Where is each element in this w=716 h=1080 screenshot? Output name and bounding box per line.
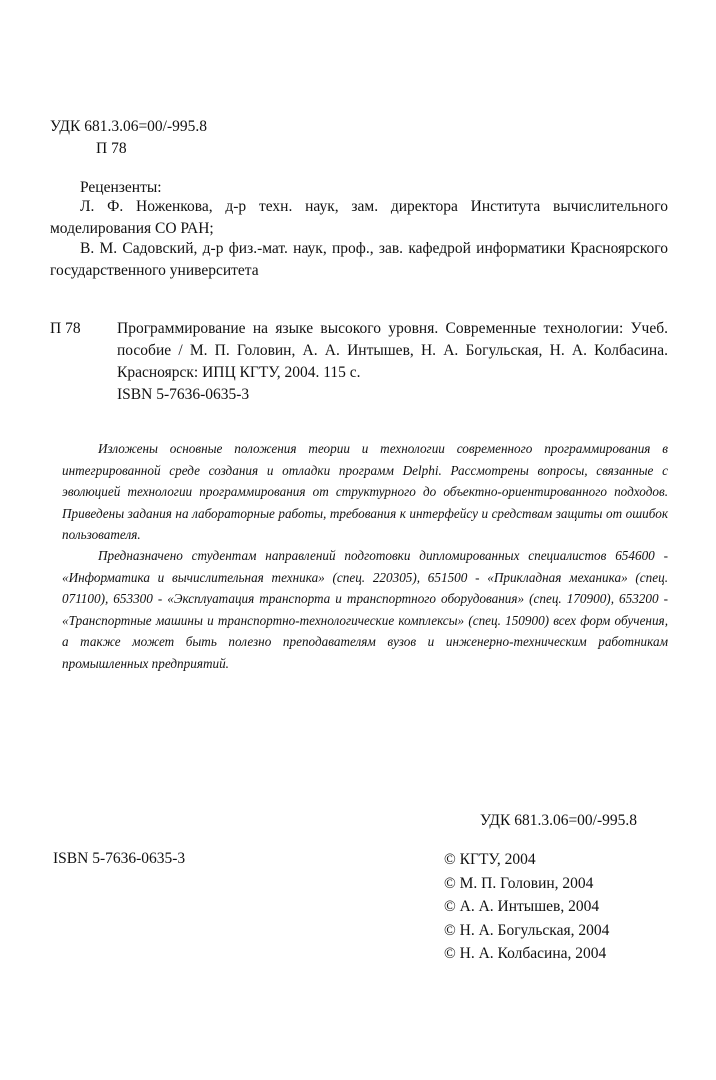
- udk-code-bottom: УДК 681.3.06=00/-995.8: [480, 812, 638, 829]
- entry-description: Программирование на языке высокого уровня. Современные технологии: Учеб. пособие / М. П. Головин, А. А. Интышев, Н. А. Богульская, Н. А. Колбасина. Красноярск: ИПЦ КГТУ, 2004. 115 с.: [117, 320, 668, 381]
- isbn-bottom: ISBN 5-7636-0635-3: [53, 850, 186, 867]
- copyright-list: [444, 848, 609, 966]
- reviewer-2-text: В. М. Садовский, д-р физ.-мат. наук, проф., зав. кафедрой информатики Красноярского государственного университета: [50, 240, 668, 279]
- reviewer-1-text: Л. Ф. Ноженкова, д-р техн. наук, зам. директора Института вычислительного моделирования СО РАН;: [50, 198, 668, 237]
- copyright-line: © Н. А. Колбасина, 2004: [444, 945, 607, 962]
- catalog-code-top: П 78: [96, 140, 127, 157]
- reviewers-heading: Рецензенты:: [80, 179, 162, 196]
- copyright-line: © КГТУ, 2004: [444, 851, 536, 868]
- annotation-paragraph-2: [62, 545, 668, 675]
- entry-catalog-code: П 78: [50, 320, 81, 337]
- reviewer-1: [50, 196, 668, 240]
- reviewer-2: [50, 238, 668, 282]
- copyright-line: © А. А. Интышев, 2004: [444, 898, 600, 915]
- udk-code-top: УДК 681.3.06=00/-995.8: [50, 118, 208, 135]
- copyright-line: © М. П. Головин, 2004: [444, 874, 594, 892]
- annotation-text-1: Изложены основные положения теории и технологии современного программирования в интегрированной среде создания и отладки программ Delphi. Рассмотрены вопросы, связанные с эволюцией технологии программирования от структурного до объектно-ориентированного подходов. Приведены задания на лабораторные работы, требования к интерфейсу и средствам защиты от ошибок пользователя.: [62, 441, 668, 543]
- annotation-text-2: Предназначено студентам направлений подготовки дипломированных специалистов 654600 - «Информатика и вычислительная техника» (спец. 220305), 651500 - «Прикладная механика» (спец. 071100), 653300 - «Эксплуатация транспорта и транспортного оборудования» (спец. 170900), 653200 - «Транспортные машины и транспортно-технологические комплексы» (спец. 150900) всех форм обучения, а также может быть полезно преподавателям вузов и инженерно-техническим работникам промышленных предприятий.: [62, 548, 668, 671]
- bibliographic-entry: [117, 318, 668, 384]
- entry-isbn: ISBN 5-7636-0635-3: [117, 386, 250, 403]
- copyright-line: © Н. А. Богульская, 2004: [444, 921, 610, 939]
- annotation-paragraph-1: [62, 438, 668, 546]
